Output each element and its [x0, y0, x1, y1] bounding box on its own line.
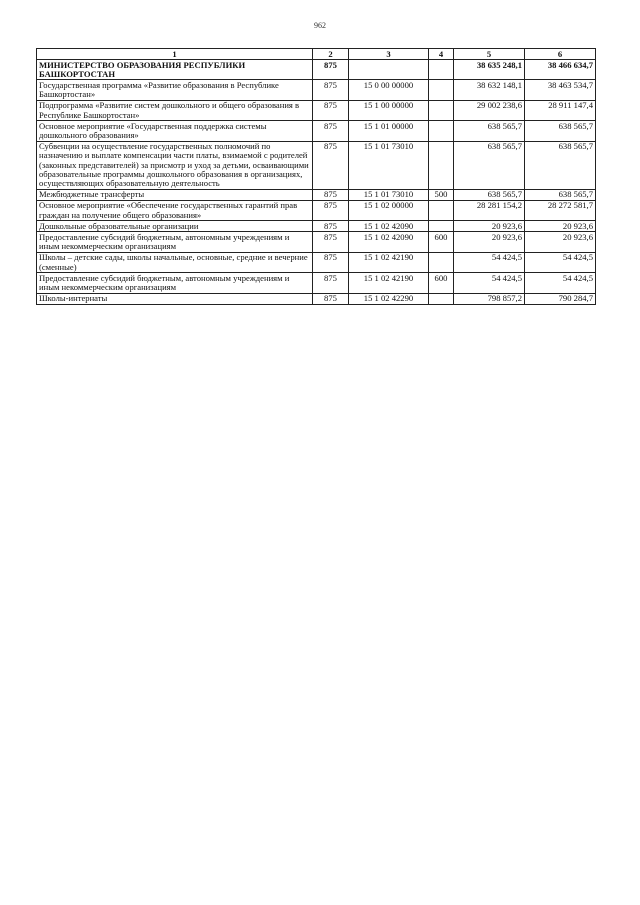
row-target-cell: 15 1 01 73010 [349, 189, 429, 200]
header-col-2: 2 [313, 49, 349, 60]
row-name-cell: Государственная программа «Развитие образования в Республике Башкортостан» [37, 80, 313, 100]
row-type-cell [429, 121, 454, 141]
row-target-cell: 15 1 00 00000 [349, 100, 429, 120]
row-target-cell: 15 1 01 00000 [349, 121, 429, 141]
row-type-cell [429, 200, 454, 220]
row-type-cell [429, 252, 454, 272]
row-target-cell: 15 1 02 42190 [349, 252, 429, 272]
row-sum1-cell: 38 632 148,1 [454, 80, 525, 100]
table-row [37, 232, 596, 252]
table-row [37, 273, 596, 293]
row-sum2-cell: 20 923,6 [525, 232, 596, 252]
row-type-cell [429, 60, 454, 80]
row-sum2-cell: 38 466 634,7 [525, 60, 596, 80]
row-name-cell: Подпрограмма «Развитие систем дошкольного и общего образования в Республике Башкортостан» [37, 100, 313, 120]
row-name-cell: Межбюджетные трансферты [37, 189, 313, 200]
table-row [37, 189, 596, 200]
row-target-cell: 15 1 01 73010 [349, 141, 429, 189]
table-row [37, 141, 596, 189]
row-sum1-cell: 28 281 154,2 [454, 200, 525, 220]
row-type-cell: 500 [429, 189, 454, 200]
row-name-cell: Субвенции на осуществление государственных полномочий по назначению и выплате компенсации части платы, взимаемой с родителей (законных представителей) за присмотр и уход за детьми, осваивающими образовательные программы дошкольного образования в организациях, осуществляющих образовательную деятельность [37, 141, 313, 189]
row-target-cell: 15 1 02 42190 [349, 273, 429, 293]
row-sum2-cell: 38 463 534,7 [525, 80, 596, 100]
row-sum2-cell: 638 565,7 [525, 189, 596, 200]
table-row [37, 221, 596, 232]
row-code-cell: 875 [313, 200, 349, 220]
row-target-cell: 15 1 02 42090 [349, 232, 429, 252]
row-type-cell: 600 [429, 232, 454, 252]
row-type-cell [429, 293, 454, 304]
row-name-cell: Предоставление субсидий бюджетным, автономным учреждениям и иным некоммерческим организациям [37, 232, 313, 252]
row-type-cell [429, 141, 454, 189]
table-body [37, 60, 596, 305]
row-sum2-cell: 54 424,5 [525, 273, 596, 293]
budget-table [36, 48, 596, 305]
row-target-cell: 15 1 02 00000 [349, 200, 429, 220]
header-col-6: 6 [525, 49, 596, 60]
table-row [37, 121, 596, 141]
row-sum2-cell: 638 565,7 [525, 121, 596, 141]
row-sum1-cell: 54 424,5 [454, 252, 525, 272]
table-row [37, 60, 596, 80]
row-code-cell: 875 [313, 221, 349, 232]
row-code-cell: 875 [313, 293, 349, 304]
row-code-cell: 875 [313, 252, 349, 272]
header-col-1: 1 [37, 49, 313, 60]
row-code-cell: 875 [313, 141, 349, 189]
row-sum2-cell: 28 272 581,7 [525, 200, 596, 220]
row-sum2-cell: 790 284,7 [525, 293, 596, 304]
row-sum1-cell: 54 424,5 [454, 273, 525, 293]
row-target-cell [349, 60, 429, 80]
table-row [37, 293, 596, 304]
header-col-5: 5 [454, 49, 525, 60]
row-code-cell: 875 [313, 189, 349, 200]
row-type-cell [429, 80, 454, 100]
header-col-4: 4 [429, 49, 454, 60]
row-name-cell: Дошкольные образовательные организации [37, 221, 313, 232]
row-name-cell: Основное мероприятие «Государственная поддержка системы дошкольного образования» [37, 121, 313, 141]
row-sum2-cell: 20 923,6 [525, 221, 596, 232]
row-type-cell [429, 100, 454, 120]
row-code-cell: 875 [313, 273, 349, 293]
table-row [37, 200, 596, 220]
row-target-cell: 15 1 02 42290 [349, 293, 429, 304]
table-header-row [37, 49, 596, 60]
row-sum1-cell: 638 565,7 [454, 141, 525, 189]
row-sum1-cell: 29 002 238,6 [454, 100, 525, 120]
row-type-cell: 600 [429, 273, 454, 293]
row-sum2-cell: 54 424,5 [525, 252, 596, 272]
row-code-cell: 875 [313, 232, 349, 252]
row-sum1-cell: 638 565,7 [454, 121, 525, 141]
row-sum1-cell: 20 923,6 [454, 221, 525, 232]
table-row [37, 252, 596, 272]
row-sum1-cell: 20 923,6 [454, 232, 525, 252]
row-sum1-cell: 638 565,7 [454, 189, 525, 200]
row-code-cell: 875 [313, 80, 349, 100]
table-row [37, 80, 596, 100]
row-code-cell: 875 [313, 60, 349, 80]
row-sum1-cell: 38 635 248,1 [454, 60, 525, 80]
header-col-3: 3 [349, 49, 429, 60]
page-number: 962 [314, 21, 326, 30]
row-sum2-cell: 28 911 147,4 [525, 100, 596, 120]
row-name-cell: Школы-интернаты [37, 293, 313, 304]
row-sum2-cell: 638 565,7 [525, 141, 596, 189]
row-target-cell: 15 1 02 42090 [349, 221, 429, 232]
row-code-cell: 875 [313, 121, 349, 141]
row-sum1-cell: 798 857,2 [454, 293, 525, 304]
row-code-cell: 875 [313, 100, 349, 120]
row-name-cell: Предоставление субсидий бюджетным, автономным учреждениям и иным некоммерческим организациям [37, 273, 313, 293]
row-target-cell: 15 0 00 00000 [349, 80, 429, 100]
row-name-cell: Основное мероприятие «Обеспечение государственных гарантий прав граждан на получение общего образования» [37, 200, 313, 220]
table-row [37, 100, 596, 120]
row-name-cell: МИНИСТЕРСТВО ОБРАЗОВАНИЯ РЕСПУБЛИКИ БАШКОРТОСТАН [37, 60, 313, 80]
row-name-cell: Школы – детские сады, школы начальные, основные, средние и вечерние (сменные) [37, 252, 313, 272]
row-type-cell [429, 221, 454, 232]
